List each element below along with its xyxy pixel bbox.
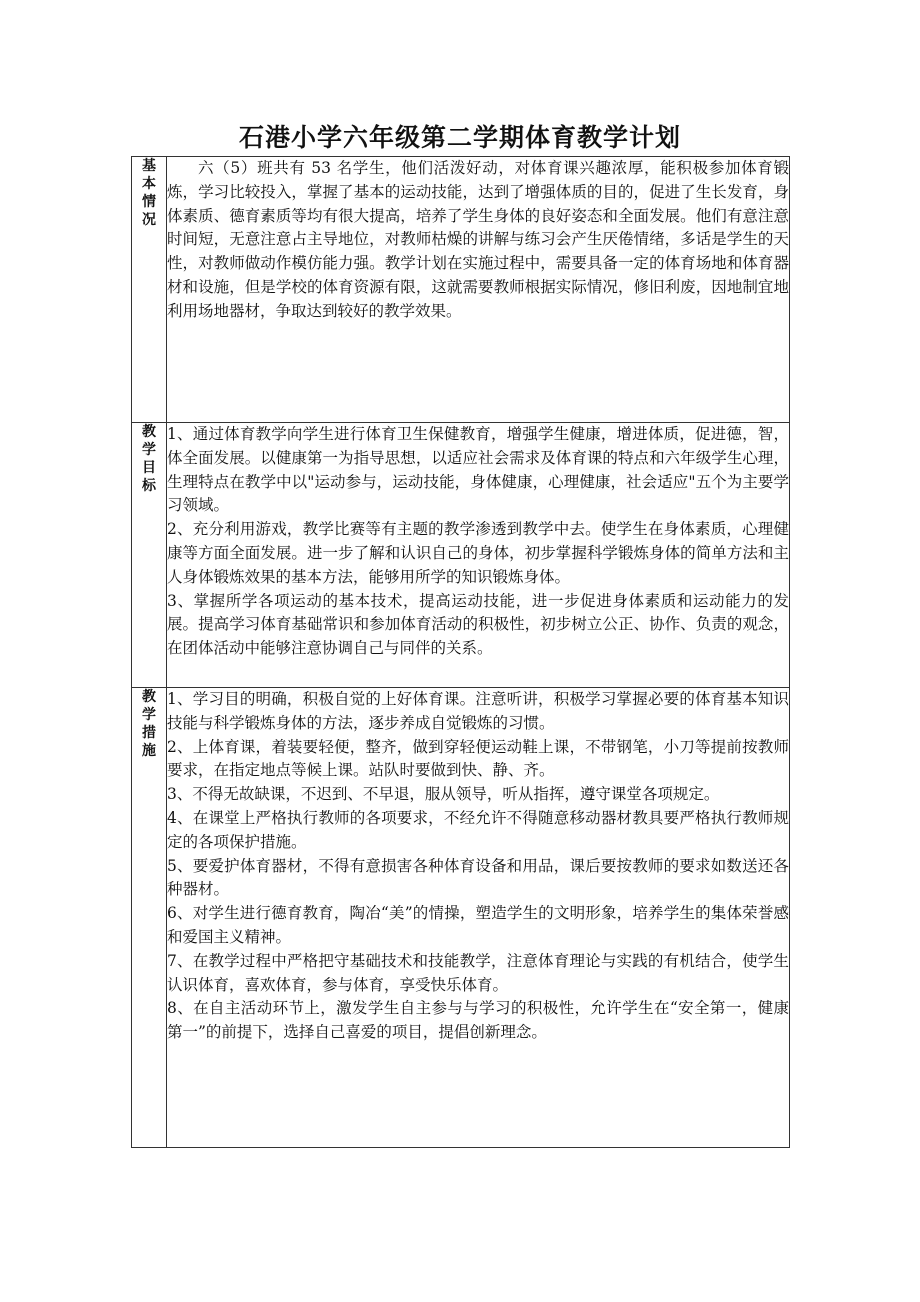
- plan-table: [131, 156, 790, 1148]
- label-char: 教: [142, 689, 156, 705]
- label-char: 目: [142, 460, 156, 476]
- section-content: [167, 157, 790, 423]
- label-char: 标: [142, 478, 156, 494]
- paragraph: 6、对学生进行德育教育，陶冶“美”的情操，塑造学生的文明形象，培养学生的集体荣誉感和爱国主义精神。: [167, 904, 789, 946]
- paragraph: 3、不得无故缺课，不迟到、不早退，服从领导，听从指挥，遵守课堂各项规定。: [167, 785, 720, 804]
- paragraph: 六（5）班共有 53 名学生，他们活泼好动，对体育课兴趣浓厚，能积极参加体育锻炼，学习比较投入，掌握了基本的运动技能，达到了增强体质的目的，促进了生长发育，身体素质、德育素质等均有很大提高，培养了学生身体的良好姿态和全面发展。他们有意注意时间短，无意注意占主导地位，对教师枯燥的讲解与练习会产生厌倦情绪，多话是学生的天性，对教师做动作模仿能力强。教学计划在实施过程中，需要具备一定的体育场地和体育器材和设施，但是学校的体育资源有限，这就需要教师根据实际情况，修旧利废，因地制宜地利用场地器材，争取达到较好的教学效果。: [167, 159, 789, 320]
- section-basic-situation: [132, 157, 790, 423]
- section-teaching-measures: [132, 688, 790, 1148]
- paragraph: 8、在自主活动环节上，激发学生自主参与与学习的积极性，允许学生在“安全第一，健康第一”的前提下，选择自己喜爱的项目，提倡创新理念。: [167, 999, 789, 1042]
- paragraph: 5、要爱护体育器材，不得有意损害各种体育设备和用品，课后要按教师的要求如数送还各种器材。: [167, 856, 789, 899]
- page-title: 石港小学六年级第二学期体育教学计划: [238, 123, 681, 152]
- section-content: [167, 423, 790, 688]
- paragraph: 3、掌握所学各项运动的基本技术，提高运动技能，进一步促进身体素质和运动能力的发展。提高学习体育基础常识和参加体育活动的积极性，初步树立公正、协作、负责的观念，在团体活动中能够注意协调自己与同伴的关系。: [167, 591, 789, 658]
- section-teaching-goals: [132, 423, 790, 688]
- paragraph: 2、充分利用游戏，教学比赛等有主题的教学渗透到教学中去。使学生在身体素质，心理健康等方面全面发展。进一步了解和认识自己的身体，初步掌握科学锻炼身体的简单方法和主人身体锻炼效果的基本方法，能够用所学的知识锻炼身体。: [167, 520, 789, 586]
- label-char: 教: [142, 424, 156, 440]
- section-content: [167, 688, 790, 1148]
- paragraph: 1、学习目的明确，积极自觉的上好体育课。注意听讲，积极学习掌握必要的体育基本知识技能与科学锻炼身体的方法，逐步养成自觉锻炼的习惯。: [167, 690, 789, 732]
- label-char: 施: [142, 743, 156, 759]
- label-char: 情: [142, 194, 156, 210]
- label-char: 况: [142, 212, 156, 228]
- section-label: [132, 423, 167, 688]
- paragraph: 7、在教学过程中严格把守基础技术和技能教学，注意体育理论与实践的有机结合，使学生认识体育，喜欢体育，参与体育，享受快乐体育。: [167, 951, 789, 994]
- label-char: 措: [142, 725, 156, 741]
- section-label: [132, 157, 167, 423]
- paragraph: 4、在课堂上严格执行教师的各项要求，不经允许不得随意移动器材教具要严格执行教师规定的各项保护措施。: [167, 808, 789, 851]
- section-label: [132, 688, 167, 1148]
- label-char: 基: [142, 158, 156, 174]
- label-char: 学: [142, 442, 156, 458]
- paragraph: 2、上体育课，着装要轻便，整齐，做到穿轻便运动鞋上课，不带钢笔，小刀等提前按教师要求，在指定地点等候上课。站队时要做到快、静、齐。: [167, 737, 789, 780]
- paragraph: 1、通过体育教学向学生进行体育卫生保健教育，增强学生健康，增进体质，促进德，智，体全面发展。以健康第一为指导思想，以适应社会需求及体育课的特点和六年级学生心理，生理特点在教学中以"运动参与，运动技能，身体健康，心理健康，社会适应"五个为主要学习领域。: [167, 425, 789, 515]
- label-char: 学: [142, 707, 156, 723]
- label-char: 本: [142, 176, 156, 192]
